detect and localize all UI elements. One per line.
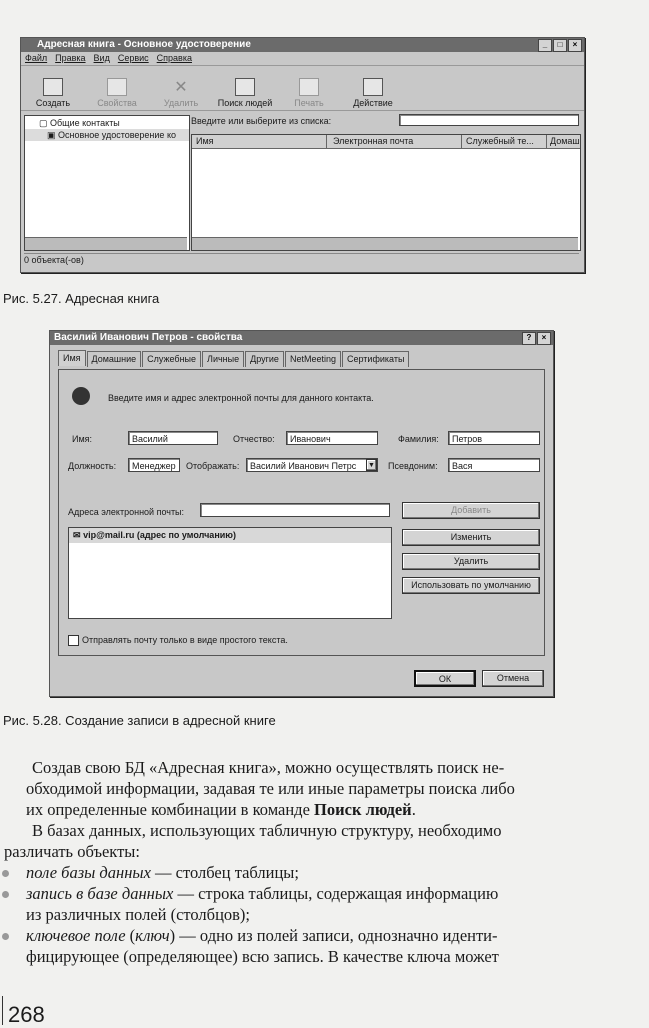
tab-personal[interactable]: Личные xyxy=(202,351,244,367)
display-value: Василий Иванович Петрс xyxy=(250,461,357,471)
close-button[interactable]: × xyxy=(568,39,582,52)
status-bar: 0 объекта(-ов) xyxy=(24,253,579,265)
column-work-phone[interactable]: Служебный те... xyxy=(462,135,547,148)
nickname-label: Псевдоним: xyxy=(388,461,438,471)
minimize-button[interactable]: _ xyxy=(538,39,552,52)
menu-tools[interactable]: Сервис xyxy=(117,53,149,63)
position-field[interactable]: Менеджер xyxy=(128,458,180,472)
tab-netmeeting[interactable]: NetMeeting xyxy=(285,351,341,367)
menu-edit[interactable]: Правка xyxy=(55,53,86,63)
folder-tree xyxy=(24,115,190,251)
cancel-button[interactable]: Отмена xyxy=(482,670,544,687)
display-label: Отображать: xyxy=(186,461,240,471)
column-email[interactable]: Электронная почта xyxy=(327,135,462,148)
first-name-label: Имя: xyxy=(72,434,93,444)
tab-home[interactable]: Домашние xyxy=(87,351,142,367)
body-text xyxy=(4,757,606,862)
definition-key: ключевое поле (ключ) — одно из полей записи, однозначно иденти- xyxy=(0,925,600,946)
definition-record: запись в базе данных — строка таблицы, содержащая информацию xyxy=(0,883,600,904)
paragraph-2-line-1: В базах данных, использующих табличную структуру, необходимо xyxy=(32,821,502,840)
definition-record-cont: из различных полей (столбцов); xyxy=(26,905,251,924)
action-button[interactable]: Действие xyxy=(341,78,405,110)
close-button[interactable]: × xyxy=(537,332,551,345)
dialog-title: Василий Иванович Петров - свойства xyxy=(54,332,243,343)
ok-button[interactable]: ОК xyxy=(414,670,476,687)
search-label: Введите или выберите из списка: xyxy=(191,116,332,126)
paragraph-1-line-1: Создав свою БД «Адресная книга», можно осуществлять поиск не- xyxy=(32,758,505,777)
new-contact-icon xyxy=(43,78,63,96)
action-icon xyxy=(363,78,383,96)
address-book-window xyxy=(20,37,585,273)
find-people-icon xyxy=(235,78,255,96)
find-people-button[interactable]: Поиск людей xyxy=(213,78,277,110)
properties-icon xyxy=(107,78,127,96)
properties-button[interactable]: Свойства xyxy=(85,78,149,110)
tab-other[interactable]: Другие xyxy=(245,351,284,367)
menu-file[interactable]: Файл xyxy=(25,53,48,63)
properties-dialog xyxy=(49,330,554,697)
contact-icon xyxy=(72,387,90,405)
list-hscrollbar[interactable] xyxy=(192,237,578,250)
window-title: Адресная книга - Основное удостоверение xyxy=(37,39,251,50)
paragraph-1-line-2: обходимой информации, задавая те или иные параметры поиска либо xyxy=(26,779,515,798)
paragraph-2-line-2: различать объекты: xyxy=(4,842,140,861)
column-home[interactable]: Домаш xyxy=(550,136,580,146)
address-book-titlebar xyxy=(21,38,584,52)
create-button[interactable]: Создать xyxy=(21,78,85,110)
column-name[interactable]: Имя xyxy=(192,135,327,148)
last-name-field[interactable]: Петров xyxy=(448,431,540,445)
tab-name[interactable]: Имя xyxy=(58,350,86,366)
print-icon xyxy=(299,78,319,96)
email-input[interactable] xyxy=(200,503,390,517)
plain-text-label: Отправлять почту только в виде простого текста. xyxy=(82,635,288,645)
email-label: Адреса электронной почты: xyxy=(68,507,185,517)
menu-help[interactable]: Справка xyxy=(156,53,192,63)
contacts-list xyxy=(191,134,581,251)
envelope-icon: ✉ xyxy=(73,530,81,540)
tab-certificates[interactable]: Сертификаты xyxy=(342,351,409,367)
definition-key-cont: фицирующее (определяющее) всю запись. В качестве ключа может xyxy=(26,947,499,966)
page-margin-line xyxy=(2,996,3,1025)
intro-text: Введите имя и адрес электронной почты для данного контакта. xyxy=(108,393,374,403)
delete-email-button[interactable]: Удалить xyxy=(402,553,540,570)
page-number: 268 xyxy=(8,1002,45,1027)
plain-text-checkbox[interactable] xyxy=(68,635,79,646)
list-header xyxy=(192,135,580,149)
first-name-field[interactable]: Василий xyxy=(128,431,218,445)
maximize-button[interactable]: □ xyxy=(553,39,567,52)
nickname-field[interactable]: Вася xyxy=(448,458,540,472)
middle-name-label: Отчество: xyxy=(233,434,275,444)
definitions-list xyxy=(0,862,600,967)
tree-hscrollbar[interactable] xyxy=(25,237,187,250)
delete-icon: ✕ xyxy=(174,79,188,96)
add-email-button[interactable]: Добавить xyxy=(402,502,540,519)
display-select[interactable] xyxy=(246,458,378,472)
print-button[interactable]: Печать xyxy=(277,78,341,110)
definition-field: поле базы данных — столбец таблицы; xyxy=(0,862,600,883)
bullet-icon xyxy=(2,870,9,877)
delete-button[interactable]: ✕ Удалить xyxy=(163,79,199,108)
email-list xyxy=(68,527,392,619)
chevron-down-icon[interactable]: ▼ xyxy=(366,459,377,471)
set-default-button[interactable]: Использовать по умолчанию xyxy=(402,577,540,594)
tab-business[interactable]: Служебные xyxy=(142,351,201,367)
tree-item-general-contacts[interactable]: ▢ Общие контакты xyxy=(39,118,120,128)
figure-5-27-caption: Рис. 5.27. Адресная книга xyxy=(3,291,160,306)
menu-view[interactable]: Вид xyxy=(93,53,110,63)
find-people-term: Поиск людей xyxy=(314,800,412,819)
menu-bar xyxy=(21,52,584,65)
search-input[interactable] xyxy=(399,114,579,126)
last-name-label: Фамилия: xyxy=(398,434,439,444)
position-label: Должность: xyxy=(68,461,117,471)
bullet-icon xyxy=(2,933,9,940)
edit-email-button[interactable]: Изменить xyxy=(402,529,540,546)
bullet-icon xyxy=(2,891,9,898)
paragraph-1-line-3: их определенные комбинации в команде Поиск людей. xyxy=(26,800,416,819)
toolbar xyxy=(21,65,584,111)
properties-titlebar xyxy=(50,331,553,345)
email-list-item[interactable]: ✉ vip@mail.ru (адрес по умолчанию) xyxy=(69,528,391,543)
figure-5-28-caption: Рис. 5.28. Создание записи в адресной книге xyxy=(3,713,276,728)
middle-name-field[interactable]: Иванович xyxy=(286,431,378,445)
tree-item-main-identity[interactable]: ▣ Основное удостоверение ко xyxy=(25,129,189,141)
tab-strip xyxy=(50,345,553,367)
help-button[interactable]: ? xyxy=(522,332,536,345)
